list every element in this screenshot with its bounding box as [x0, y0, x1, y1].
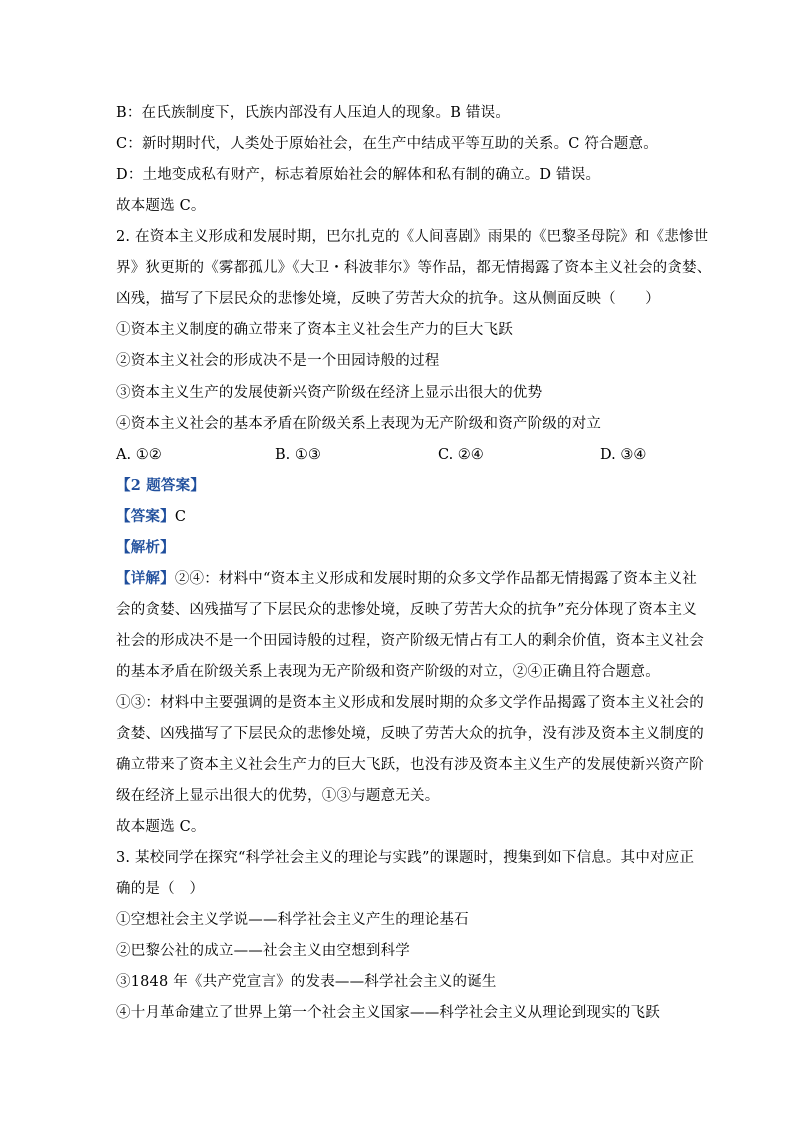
q1-option-b-explanation: B：在氏族制度下，氏族内部没有人压迫人的现象。B 错误。 — [116, 105, 511, 121]
q2-option-d: D. ③④ — [600, 447, 647, 463]
q2-option-c: C. ②④ — [438, 447, 484, 463]
answer-value: C — [174, 509, 187, 525]
q3-stem-line: 3. 某校同学在探究“科学社会主义的理论与实践”的课题时，搜集到如下信息。其中对应正 — [116, 850, 695, 866]
detail-text: ②④：材料中“资本主义形成和发展时期的众多文学作品都无情揭露了资本主义社 — [174, 571, 697, 587]
q2-item-3: ③资本主义生产的发展使新兴资产阶级在经济上显示出很大的优势 — [116, 385, 543, 401]
q2-detail-line — [116, 569, 697, 589]
q2-detail-line: 社会的形成决不是一个田园诗般的过程，资产阶级无情占有工人的剩余价值，资本主义社会 — [116, 633, 704, 649]
q3-stem-line: 确的是（ ） — [116, 881, 205, 897]
q2-answer-row — [116, 507, 686, 527]
detail-label: 【详解】 — [116, 570, 175, 587]
q2-option-a: A. ①② — [116, 447, 162, 463]
q2-detail2-line: ①③：材料中主要强调的是资本主义形成和发展时期的众多文学作品揭露了资本主义社会的 — [116, 695, 704, 711]
q2-detail2-line: 确立带来了资本主义社会生产力的巨大飞跃，也没有涉及资本主义生产的发展使新兴资产阶 — [116, 757, 704, 773]
q2-item-2: ②资本主义社会的形成决不是一个田园诗般的过程 — [116, 353, 440, 369]
q2-detail-line: 会的贪婪、凶残描写了下层民众的悲惨处境，反映了劳苦大众的抗争”充分体现了资本主义 — [116, 602, 697, 618]
q3-item-3: ③1848 年《共产党宣言》的发表——科学社会主义的诞生 — [116, 974, 497, 990]
q1-option-c-explanation: C：新时期时代，人类处于原始社会，在生产中结成平等互助的关系。C 符合题意。 — [116, 136, 658, 152]
q2-stem-line: 2. 在资本主义形成和发展时期，巴尔扎克的《人间喜剧》雨果的《巴黎圣母院》和《悲惨世 — [116, 229, 709, 245]
q2-detail2-line: 贪婪、凶残描写了下层民众的悲惨处境，反映了劳苦大众的抗争，没有涉及资本主义制度的 — [116, 726, 704, 742]
answer-label: 【答案】 — [116, 508, 175, 525]
q2-detail-line: 的基本矛盾在阶级关系上表现为无产阶级和资产阶级的对立，②④正确且符合题意。 — [116, 664, 660, 680]
q2-stem-line: 凶残，描写了下层民众的悲惨处境，反映了劳苦大众的抗争。这从侧面反映（ ） — [116, 291, 660, 307]
q3-item-4: ④十月革命建立了世界上第一个社会主义国家——科学社会主义从理论到现实的飞跃 — [116, 1005, 660, 1021]
q3-item-2: ②巴黎公社的成立——社会主义由空想到科学 — [116, 943, 410, 959]
q2-item-1: ①资本主义制度的确立带来了资本主义社会生产力的巨大飞跃 — [116, 322, 513, 338]
q2-detail2-line: 级在经济上显示出很大的优势，①③与题意无关。 — [116, 788, 440, 804]
q2-stem-line: 界》狄更斯的《雾都孤儿》《大卫・科波菲尔》等作品，都无情揭露了资本主义社会的贪婪、 — [116, 260, 712, 276]
q1-conclusion: 故本题选 C。 — [116, 198, 206, 214]
q2-answer-header: 【2 题答案】 — [116, 477, 206, 494]
q1-option-d-explanation: D：土地变成私有财产，标志着原始社会的解体和私有制的确立。D 错误。 — [116, 167, 601, 183]
q3-item-1: ①空想社会主义学说——科学社会主义产生的理论基石 — [116, 912, 469, 928]
q2-analysis-label: 【解析】 — [116, 539, 175, 556]
q2-conclusion: 故本题选 C。 — [116, 819, 206, 835]
q2-option-b: B. ①③ — [275, 447, 321, 463]
q2-item-4: ④资本主义社会的基本矛盾在阶级关系上表现为无产阶级和资产阶级的对立 — [116, 416, 602, 432]
